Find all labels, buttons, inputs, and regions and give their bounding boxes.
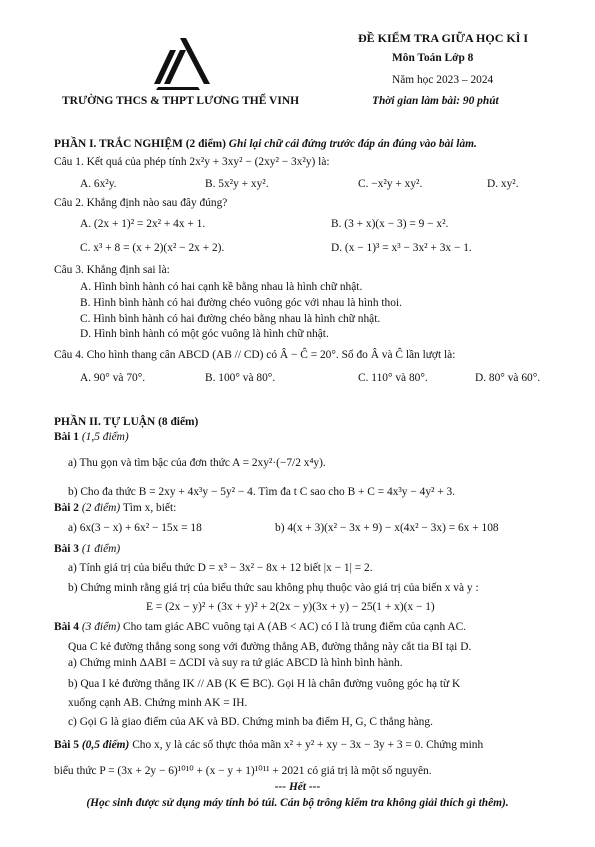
bai3-label: Bài 3 (54, 543, 80, 555)
school-name: TRƯỜNG THCS & THPT LƯƠNG THẾ VINH (62, 95, 300, 107)
bai4-part-b1: b) Qua I kẻ đường thẳng IK // AB (K ∈ BC). Gọi H là chân đường vuông góc hạ từ K (68, 678, 461, 690)
part1-title: PHẦN I. TRẮC NGHIỆM (2 điểm) (54, 138, 226, 150)
q1-option-c: C. −x²y + xy². (358, 178, 423, 190)
bai1-part-a: a) Thu gọn và tìm bậc của đơn thức A = 2xy²·(−7/2 x⁴y). (68, 457, 326, 469)
q4-option-a: A. 90° và 70°. (80, 372, 146, 384)
bai4-line2: Qua C kẻ đường thẳng song song với đường thẳng AB, đường thẳng này cắt tia BI tại D. (68, 641, 472, 653)
q2-option-c: C. x³ + 8 = (x + 2)(x² − 2x + 2). (80, 242, 225, 254)
q1-option-a: A. 6x²y. (80, 178, 117, 190)
bai5-label: Bài 5 (54, 739, 80, 751)
bai5-heading (54, 739, 483, 751)
q4-stem: Câu 4. Cho hình thang cân ABCD (AB // CD) có Â − Ĉ = 20°. Số đo Â và Ĉ lần lượt là: (54, 349, 456, 361)
q4-option-c: C. 110° và 80°. (358, 372, 428, 384)
q2-option-b: B. (3 + x)(x − 3) = 9 − x². (331, 218, 449, 230)
q1-option-b: B. 5x²y + xy². (205, 178, 269, 190)
school-year: Năm học 2023 – 2024 (392, 74, 494, 86)
q2-option-d: D. (x − 1)³ = x³ − 3x² + 3x − 1. (331, 242, 472, 254)
bai2-intro: Tìm x, biết: (122, 502, 177, 514)
bai1-part-b: b) Cho đa thức B = 2xy + 4x³y − 5y² − 4. Tìm đa t C sao cho B + C = 4x³y − 4y² + 3. (68, 486, 456, 498)
bai5-points: (0,5 điểm) (81, 739, 130, 751)
bai4-label: Bài 4 (54, 621, 80, 633)
part1-heading (54, 138, 477, 150)
bai4-points: (3 điểm) (81, 621, 121, 633)
q1-stem: Câu 1. Kết quả của phép tính 2x²y + 3xy² − (2xy² − 3x²y) là: (54, 156, 330, 168)
bai3-heading (54, 543, 120, 555)
bai4-part-c: c) Gọi G là giao điểm của AK và BD. Chứng minh ba điểm H, G, C thẳng hàng. (68, 716, 433, 728)
exam-duration: Thời gian làm bài: 90 phút (372, 95, 499, 107)
bai5-line1: Cho x, y là các số thực thỏa mãn x² + y² + xy − 3x − 3y + 3 = 0. Chứng minh (132, 739, 484, 751)
q4-option-b: B. 100° và 80°. (205, 372, 276, 384)
bai2-part-a: a) 6x(3 − x) + 6x² − 15x = 18 (68, 522, 202, 534)
bai2-heading (54, 502, 176, 514)
bai1-heading (54, 431, 129, 443)
bai3-part-a: a) Tính giá trị của biểu thức D = x³ − 3x² − 8x + 12 biết |x − 1| = 2. (68, 562, 373, 574)
q1-option-d: D. xy². (487, 178, 519, 190)
bai4-part-b2: xuống cạnh AB. Chứng minh AK = IH. (68, 697, 248, 709)
q3-option-a: A. Hình bình hành có hai cạnh kề bằng nhau là hình chữ nhật. (80, 281, 363, 293)
bai3-points: (1 điểm) (81, 543, 121, 555)
q2-stem: Câu 2. Khẳng định nào sau đây đúng? (54, 197, 228, 209)
bai4-line1: Cho tam giác ABC vuông tại A (AB < AC) có I là trung điểm của cạnh AC. (123, 621, 467, 633)
bai3-formula: E = (2x − y)² + (3x + y)² + 2(2x − y)(3x + y) − 25(1 + x)(x − 1) (146, 601, 435, 613)
q2-option-a: A. (2x + 1)² = 2x² + 4x + 1. (80, 218, 206, 230)
bai4-part-a: a) Chứng minh ΔABI = ΔCDI và suy ra tứ giác ABCD là hình bình hành. (68, 657, 403, 669)
q3-option-b: B. Hình bình hành có hai đường chéo vuông góc với nhau là hình thoi. (80, 297, 402, 309)
q3-option-c: C. Hình bình hành có hai đường chéo bằng nhau là hình chữ nhật. (80, 313, 381, 325)
exam-title: ĐỀ KIỂM TRA GIỮA HỌC KÌ I (358, 31, 529, 45)
bai2-part-b: b) 4(x + 3)(x² − 3x + 9) − x(4x² − 3x) = 6x + 108 (275, 522, 499, 534)
part1-instruction: Ghi lại chữ cái đứng trước đáp án đúng vào bài làm. (228, 138, 477, 150)
school-logo-icon (150, 32, 212, 90)
q3-option-d: D. Hình bình hành có một góc vuông là hình chữ nhật. (80, 328, 329, 340)
bai1-label: Bài 1 (54, 431, 80, 443)
part2-title: PHẦN II. TỰ LUẬN (8 điểm) (54, 416, 199, 428)
bai4-heading (54, 621, 466, 633)
bai1-points: (1,5 điểm) (81, 431, 129, 443)
q3-stem: Câu 3. Khẳng định sai là: (54, 264, 170, 276)
bai5-line2: biểu thức P = (3x + 2y − 6)¹⁰¹⁰ + (x − y + 1)¹⁰¹¹ + 2021 có giá trị là một số nguyên. (54, 765, 432, 777)
footer-note: (Học sinh được sử dụng máy tính bỏ túi. Cán bộ trông kiểm tra không giải thích gì thêm). (86, 797, 509, 809)
subject: Môn Toán Lớp 8 (392, 52, 474, 64)
bai2-label: Bài 2 (54, 502, 80, 514)
end-marker: --- Hết --- (274, 781, 321, 793)
bai2-points: (2 điểm) (81, 502, 121, 514)
bai3-part-b: b) Chứng minh rằng giá trị của biểu thức sau không phụ thuộc vào giá trị của biến x và y : (68, 582, 479, 594)
q4-option-d: D. 80° và 60°. (475, 372, 541, 384)
